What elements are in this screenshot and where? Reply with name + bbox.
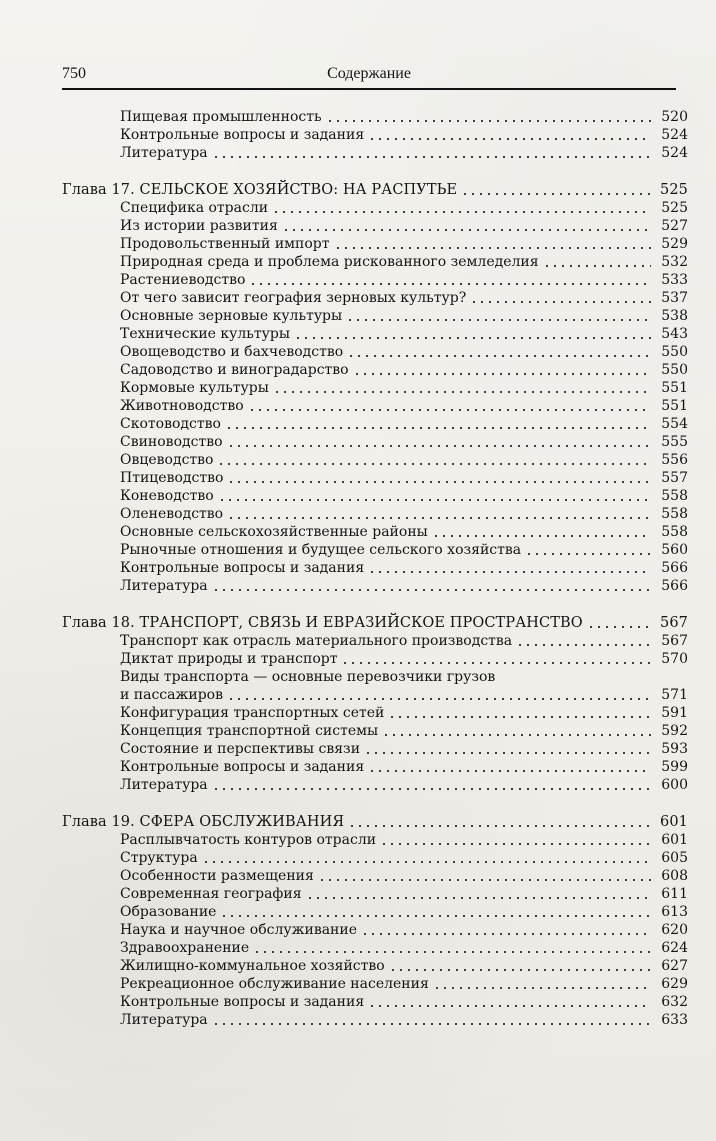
toc-section-entry: [62, 108, 688, 126]
section-title: Птицеводство: [120, 470, 224, 486]
toc-page-number: 543: [661, 326, 688, 342]
toc-section-entry: [62, 939, 688, 957]
dot-leaders: [225, 416, 651, 430]
toc-page-number: 567: [660, 615, 688, 631]
toc-section-entry: [62, 993, 688, 1011]
toc-page-number: 525: [661, 200, 688, 216]
section-title: Современная география: [120, 886, 302, 902]
dot-leaders: [433, 976, 651, 990]
dot-leaders: [470, 290, 651, 304]
section-title: Конфигурация транспортных сетей: [120, 705, 385, 721]
toc-page-number: 566: [661, 578, 688, 594]
toc-section-entry: [62, 650, 688, 668]
toc-section-entry: [62, 577, 688, 595]
dot-leaders: [380, 832, 651, 846]
toc-page-number: 550: [661, 344, 688, 360]
toc-section-entry: [62, 885, 688, 903]
dot-leaders: [318, 868, 651, 882]
toc-section-entry: [62, 235, 688, 253]
toc-page-number: 556: [661, 452, 688, 468]
toc-page-number: 570: [661, 651, 688, 667]
toc-page-number: 524: [661, 145, 688, 161]
section-title: Расплывчатость контуров отрасли: [120, 832, 377, 848]
toc-page-number: 627: [661, 958, 688, 974]
toc-entry-second-line: [120, 686, 688, 704]
toc-section-entry: [62, 307, 688, 325]
dot-leaders: [272, 200, 651, 214]
toc-page-number: 608: [661, 868, 688, 884]
section-title: Рекреационное обслуживание населения: [120, 976, 429, 992]
dot-leaders: [368, 759, 651, 773]
section-title: Контрольные вопросы и задания: [120, 560, 365, 576]
dot-leaders: [353, 362, 651, 376]
chapter-title: Глава 18. ТРАНСПОРТ, СВЯЗЬ И ЕВРАЗИЙСКОЕ ПРОСТРАНСТВО: [62, 615, 583, 631]
toc-page-number: 551: [661, 398, 688, 414]
toc-page-number: 571: [661, 687, 688, 703]
running-head: [62, 63, 676, 85]
toc-section-entry: [62, 921, 688, 939]
chapter-title: Глава 19. СФЕРА ОБСЛУЖИВАНИЯ: [62, 814, 345, 830]
section-title: От чего зависит география зерновых культур?: [120, 290, 467, 306]
toc-section-entry: [62, 523, 688, 541]
dot-leaders: [347, 344, 651, 358]
toc-page-number: 605: [661, 850, 688, 866]
section-title: Рыночные отношения и будущее сельского хозяйства: [120, 542, 522, 558]
section-title: Жилищно-коммунальное хозяйство: [120, 958, 385, 974]
section-title: Контрольные вопросы и задания: [120, 127, 365, 143]
section-title: Природная среда и проблема рискованного земледелия: [120, 254, 539, 270]
toc-page-number: 527: [661, 218, 688, 234]
toc-page-number: 601: [661, 832, 688, 848]
toc-page-number: 558: [661, 488, 688, 504]
section-title: Животноводство: [120, 398, 244, 414]
toc-chapter-entry: [62, 813, 688, 831]
section-title: Коневодство: [120, 488, 214, 504]
section-title: Свиноводство: [120, 434, 223, 450]
toc-page-number: 529: [661, 236, 688, 252]
toc-page-number: 550: [661, 362, 688, 378]
toc-section-entry: [62, 867, 688, 885]
toc-page-number: 520: [661, 109, 688, 125]
toc-section-entry: [62, 289, 688, 307]
toc-section-entry: [62, 776, 688, 794]
toc-section-entry: [62, 975, 688, 993]
dot-leaders: [306, 886, 651, 900]
dot-leaders: [294, 326, 651, 340]
dot-leaders: [227, 470, 651, 484]
toc-section-entry: [62, 704, 688, 722]
toc-section-entry: [62, 722, 688, 740]
dot-leaders: [543, 254, 651, 268]
section-title: Основные зерновые культуры: [120, 308, 343, 324]
dot-leaders: [346, 308, 651, 322]
section-title: Скотоводство: [120, 416, 221, 432]
toc-page-number: 592: [661, 723, 688, 739]
dot-leaders: [227, 434, 651, 448]
toc-section-entry: [62, 451, 688, 469]
dot-leaders: [341, 651, 651, 665]
toc-section-entry: [62, 144, 688, 162]
section-title: Состояние и перспективы связи: [120, 741, 361, 757]
toc-page-number: 555: [661, 434, 688, 450]
toc-page-number: 554: [661, 416, 688, 432]
toc-chapter-entry: [62, 181, 688, 199]
section-title: Продовольственный импорт: [120, 236, 330, 252]
toc-page-number: 558: [661, 506, 688, 522]
toc-section-entry: [62, 199, 688, 217]
toc-section-entry: [62, 271, 688, 289]
section-title: Транспорт как отрасль материального производства: [120, 633, 513, 649]
section-title: Образование: [120, 904, 217, 920]
dot-leaders: [368, 560, 651, 574]
dot-leaders: [218, 488, 651, 502]
section-title: Литература: [120, 777, 208, 793]
section-title: Диктат природы и транспорт: [120, 651, 338, 667]
toc-section-entry: [62, 487, 688, 505]
toc-section-entry: [62, 415, 688, 433]
section-title: Наука и научное обслуживание: [120, 922, 358, 938]
dot-leaders: [587, 615, 651, 629]
toc-page-number: 533: [661, 272, 688, 288]
toc-page-number: 593: [661, 741, 688, 757]
dot-leaders: [202, 850, 651, 864]
toc-section-entry: [62, 325, 688, 343]
toc-page-number: 601: [660, 814, 688, 830]
toc-section-entry: [62, 217, 688, 235]
section-title: Из истории развития: [120, 218, 278, 234]
section-title: Контрольные вопросы и задания: [120, 759, 365, 775]
toc-page-number: 600: [661, 777, 688, 793]
toc-page-number: 629: [661, 976, 688, 992]
section-title: Пищевая промышленность: [120, 109, 322, 125]
section-title: Основные сельскохозяйственные районы: [120, 524, 428, 540]
dot-leaders: [368, 127, 651, 141]
dot-leaders: [220, 904, 651, 918]
toc-section-entry: [62, 343, 688, 361]
dot-leaders: [227, 687, 651, 701]
dot-leaders: [525, 542, 651, 556]
toc-page-number: 591: [661, 705, 688, 721]
toc-page-number: 524: [661, 127, 688, 143]
section-title: Оленеводство: [120, 506, 224, 522]
toc-page-number: 633: [661, 1012, 688, 1028]
dot-leaders: [389, 958, 651, 972]
toc-section-entry: [62, 253, 688, 271]
dot-leaders: [212, 578, 651, 592]
section-title: Овощеводство и бахчеводство: [120, 344, 344, 360]
dot-leaders: [334, 236, 651, 250]
toc-section-entry: [62, 831, 688, 849]
toc-page-number: 551: [661, 380, 688, 396]
toc-page-number: 624: [661, 940, 688, 956]
dot-leaders: [364, 741, 651, 755]
dot-leaders: [361, 922, 651, 936]
toc-section-entry: [62, 126, 688, 144]
section-title: Овцеводство: [120, 452, 214, 468]
section-title: Садоводство и виноградарство: [120, 362, 349, 378]
dot-leaders: [248, 398, 651, 412]
dot-leaders: [382, 723, 651, 737]
section-title: Кормовые культуры: [120, 380, 269, 396]
toc-entry-title-line-one: Виды транспорта — основные перевозчики грузов: [120, 669, 496, 685]
section-title: Литература: [120, 1012, 208, 1028]
dot-leaders: [212, 1012, 651, 1026]
dot-leaders: [227, 506, 651, 520]
toc-section-entry: [62, 469, 688, 487]
toc-multiline-entry: [62, 668, 688, 704]
dot-leaders: [273, 380, 651, 394]
dot-leaders: [348, 814, 651, 828]
toc-page-number: 599: [661, 759, 688, 775]
dot-leaders: [249, 272, 651, 286]
running-title: Содержание: [327, 65, 411, 82]
table-of-contents: [62, 108, 688, 1029]
toc-page-number: 532: [661, 254, 688, 270]
toc-page-number: 611: [661, 886, 688, 902]
section-title: Растениеводство: [120, 272, 246, 288]
toc-page-number: 558: [661, 524, 688, 540]
dot-leaders: [326, 109, 651, 123]
toc-entry-title-line-two: и пассажиров: [120, 687, 223, 703]
toc-section-entry: [62, 559, 688, 577]
section-title: Здравоохранение: [120, 940, 250, 956]
toc-section-entry: [62, 957, 688, 975]
toc-section-entry: [62, 903, 688, 921]
toc-page-number: 560: [661, 542, 688, 558]
section-title: Литература: [120, 145, 208, 161]
toc-chapter-entry: [62, 614, 688, 632]
dot-leaders: [217, 452, 651, 466]
dot-leaders: [368, 994, 651, 1008]
toc-section-entry: [62, 632, 688, 650]
section-title: Концепция транспортной системы: [120, 723, 379, 739]
dot-leaders: [388, 705, 651, 719]
section-title: Литература: [120, 578, 208, 594]
dot-leaders: [212, 145, 651, 159]
dot-leaders: [282, 218, 651, 232]
header-rule: [62, 88, 676, 90]
toc-section-entry: [62, 433, 688, 451]
toc-section-entry: [62, 505, 688, 523]
toc-page-number: 632: [661, 994, 688, 1010]
toc-section-entry: [62, 849, 688, 867]
toc-section-entry: [62, 397, 688, 415]
toc-page-number: 566: [661, 560, 688, 576]
section-title: Особенности размещения: [120, 868, 314, 884]
toc-page-number: 567: [661, 633, 688, 649]
toc-page-number: 557: [661, 470, 688, 486]
toc-page-number: 620: [661, 922, 688, 938]
section-title: Специфика отрасли: [120, 200, 269, 216]
chapter-title: Глава 17. СЕЛЬСКОЕ ХОЗЯЙСТВО: НА РАСПУТЬЕ: [62, 182, 458, 198]
dot-leaders: [516, 633, 651, 647]
dot-leaders: [253, 940, 651, 954]
toc-section-entry: [62, 758, 688, 776]
toc-section-entry: [62, 1011, 688, 1029]
section-title: Технические культуры: [120, 326, 290, 342]
section-title: Структура: [120, 850, 198, 866]
dot-leaders: [432, 524, 651, 538]
toc-page-number: 613: [661, 904, 688, 920]
page-number: 750: [62, 65, 86, 82]
toc-page-number: 538: [661, 308, 688, 324]
toc-section-entry: [62, 379, 688, 397]
toc-section-entry: [62, 541, 688, 559]
dot-leaders: [212, 777, 651, 791]
section-title: Контрольные вопросы и задания: [120, 994, 365, 1010]
toc-page-number: 525: [660, 182, 688, 198]
toc-page-number: 537: [661, 290, 688, 306]
toc-section-entry: [62, 740, 688, 758]
dot-leaders: [461, 182, 651, 196]
toc-section-entry: [62, 361, 688, 379]
